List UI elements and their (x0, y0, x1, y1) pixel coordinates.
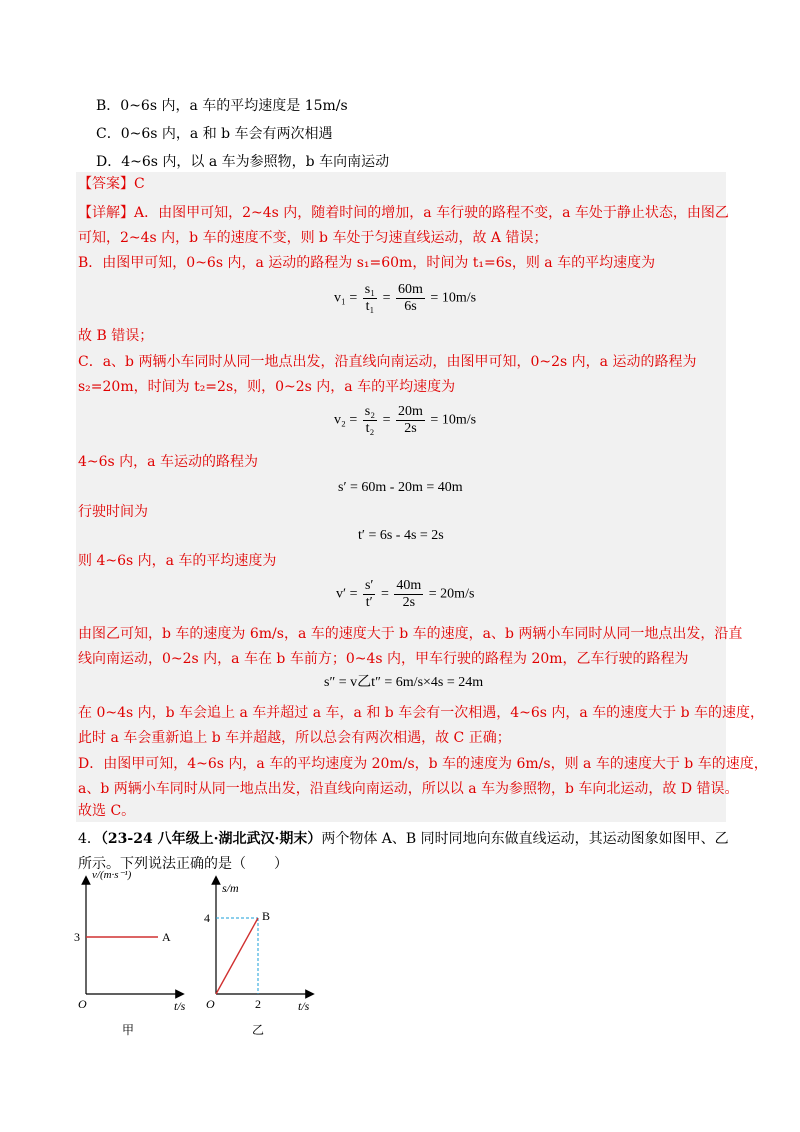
jia-ylabel: v/(m·s⁻¹) (92, 869, 132, 881)
detail-line-14: D．由图甲可知，4~6s 内，a 车的平均速度为 20m/s，b 车的速度为 6m/s，则 a 车的速度大于 b 车的速度， (78, 756, 768, 772)
graph-jia (70, 868, 200, 1038)
equation-s-prime: s′ = 60m - 20m = 40m (338, 480, 463, 495)
detail-line-7: 4~6s 内，a 车运动的路程为 (78, 454, 258, 470)
jia-origin: O (78, 997, 87, 1011)
question-text-1: 两个物体 A、B 同时同地向东做直线运动，其运动图象如图甲、乙 (321, 831, 729, 847)
detail-line-4: 故 B 错误； (78, 328, 154, 344)
detail-line-8: 行驶时间为 (78, 504, 148, 520)
detail-line-11: 线向南运动，0~2s 内，a 车在 b 车前方；0~4s 内，甲车行驶的路程为 20m，乙车行驶的路程为 (78, 651, 689, 667)
question-source: （23-24 八年级上·湖北武汉·期末） (100, 831, 322, 847)
jia-caption: 甲 (122, 1023, 135, 1037)
yi-series-b-line (216, 918, 258, 994)
jia-ytick: 3 (74, 930, 80, 944)
answer-label: 【答案】 (78, 176, 134, 192)
answer-line (78, 174, 145, 194)
yi-line-label: B (262, 909, 271, 923)
question-4-line-2: 所示。下列说法正确的是（ ） (78, 856, 288, 872)
yi-caption: 乙 (252, 1023, 265, 1037)
graph-yi (200, 868, 330, 1038)
equation-v2: v₂ = $\frac{\text{s₂}}{\text{t₂}}$ = $\frac{20m}{2s}$ = 10m/s (334, 404, 477, 436)
jia-line-label: A (162, 930, 171, 944)
detail-line-6: s₂=20m，时间为 t₂=2s，则，0~2s 内，a 车的平均速度为 (78, 379, 456, 395)
option-b: B．0~6s 内，a 车的平均速度是 15m/s (96, 98, 348, 114)
detail-line-1: 【详解】A．由图甲可知，2~4s 内，随着时间的增加，a 车行驶的路程不变，a 车处于静止状态，由图乙 (78, 205, 729, 221)
equation-v-prime: v′ = $\frac{s'}{t'}$ = $\frac{40m}{2s}$ = 20m/s (336, 578, 475, 610)
detail-line-3: B．由图甲可知，0~6s 内，a 运动的路程为 s₁=60m，时间为 t₁=6s，则 a 车的平均速度为 (78, 255, 656, 271)
detail-line-5: C．a、b 两辆小车同时从同一地点出发，沿直线向南运动，由图甲可知，0~2s 内，a 运动的路程为 (78, 354, 697, 370)
jia-xlabel: t/s (174, 999, 186, 1013)
yi-ytick: 4 (204, 911, 210, 925)
equation-v1: v₁ = $\frac{\text{s₁}}{\text{t₁}}$ = $\frac{60m}{6s}$ = 10m/s (334, 282, 477, 314)
equation-t-prime: t′ = 6s - 4s = 2s (358, 528, 444, 543)
yi-origin: O (206, 997, 215, 1011)
yi-ylabel: s/m (222, 881, 239, 895)
detail-label: 【详解】 (78, 205, 134, 221)
detail-line-13: 此时 a 车会重新追上 b 车并超越，所以总会有两次相遇，故 C 正确； (78, 730, 511, 746)
answer-value: C (134, 176, 145, 192)
equation-s-double: s″ = v乙t″ = 6m/s×4s = 24m (324, 675, 484, 690)
detail-line-9: 则 4~6s 内，a 车的平均速度为 (78, 553, 277, 569)
detail-line-2: 可知，2~4s 内，b 车的速度不变，则 b 车处于匀速直线运动，故 A 错误； (78, 230, 548, 246)
detail-line-16: 故选 C。 (78, 803, 136, 819)
detail-line-12: 在 0~4s 内，b 车会追上 a 车并超过 a 车，a 和 b 车会有一次相遇，4~6s 内，a 车的速度大于 b 车的速度， (78, 705, 765, 721)
detail-line-15: a、b 两辆小车同时从同一地点出发，沿直线向南运动，所以以 a 车为参照物，b 车向北运动，故 D 错误。 (78, 781, 739, 797)
yi-xlabel: t/s (298, 999, 310, 1013)
option-d: D．4~6s 内，以 a 车为参照物，b 车向南运动 (96, 154, 390, 170)
question-4-line-1 (78, 828, 729, 850)
option-c: C．0~6s 内，a 和 b 车会有两次相遇 (96, 126, 333, 142)
yi-xtick: 2 (255, 997, 261, 1011)
detail-line-10: 由图乙可知，b 车的速度为 6m/s，a 车的速度大于 b 车的速度，a、b 两辆小车同时从同一地点出发，沿直 (78, 626, 743, 642)
question-number: 4． (78, 831, 101, 847)
